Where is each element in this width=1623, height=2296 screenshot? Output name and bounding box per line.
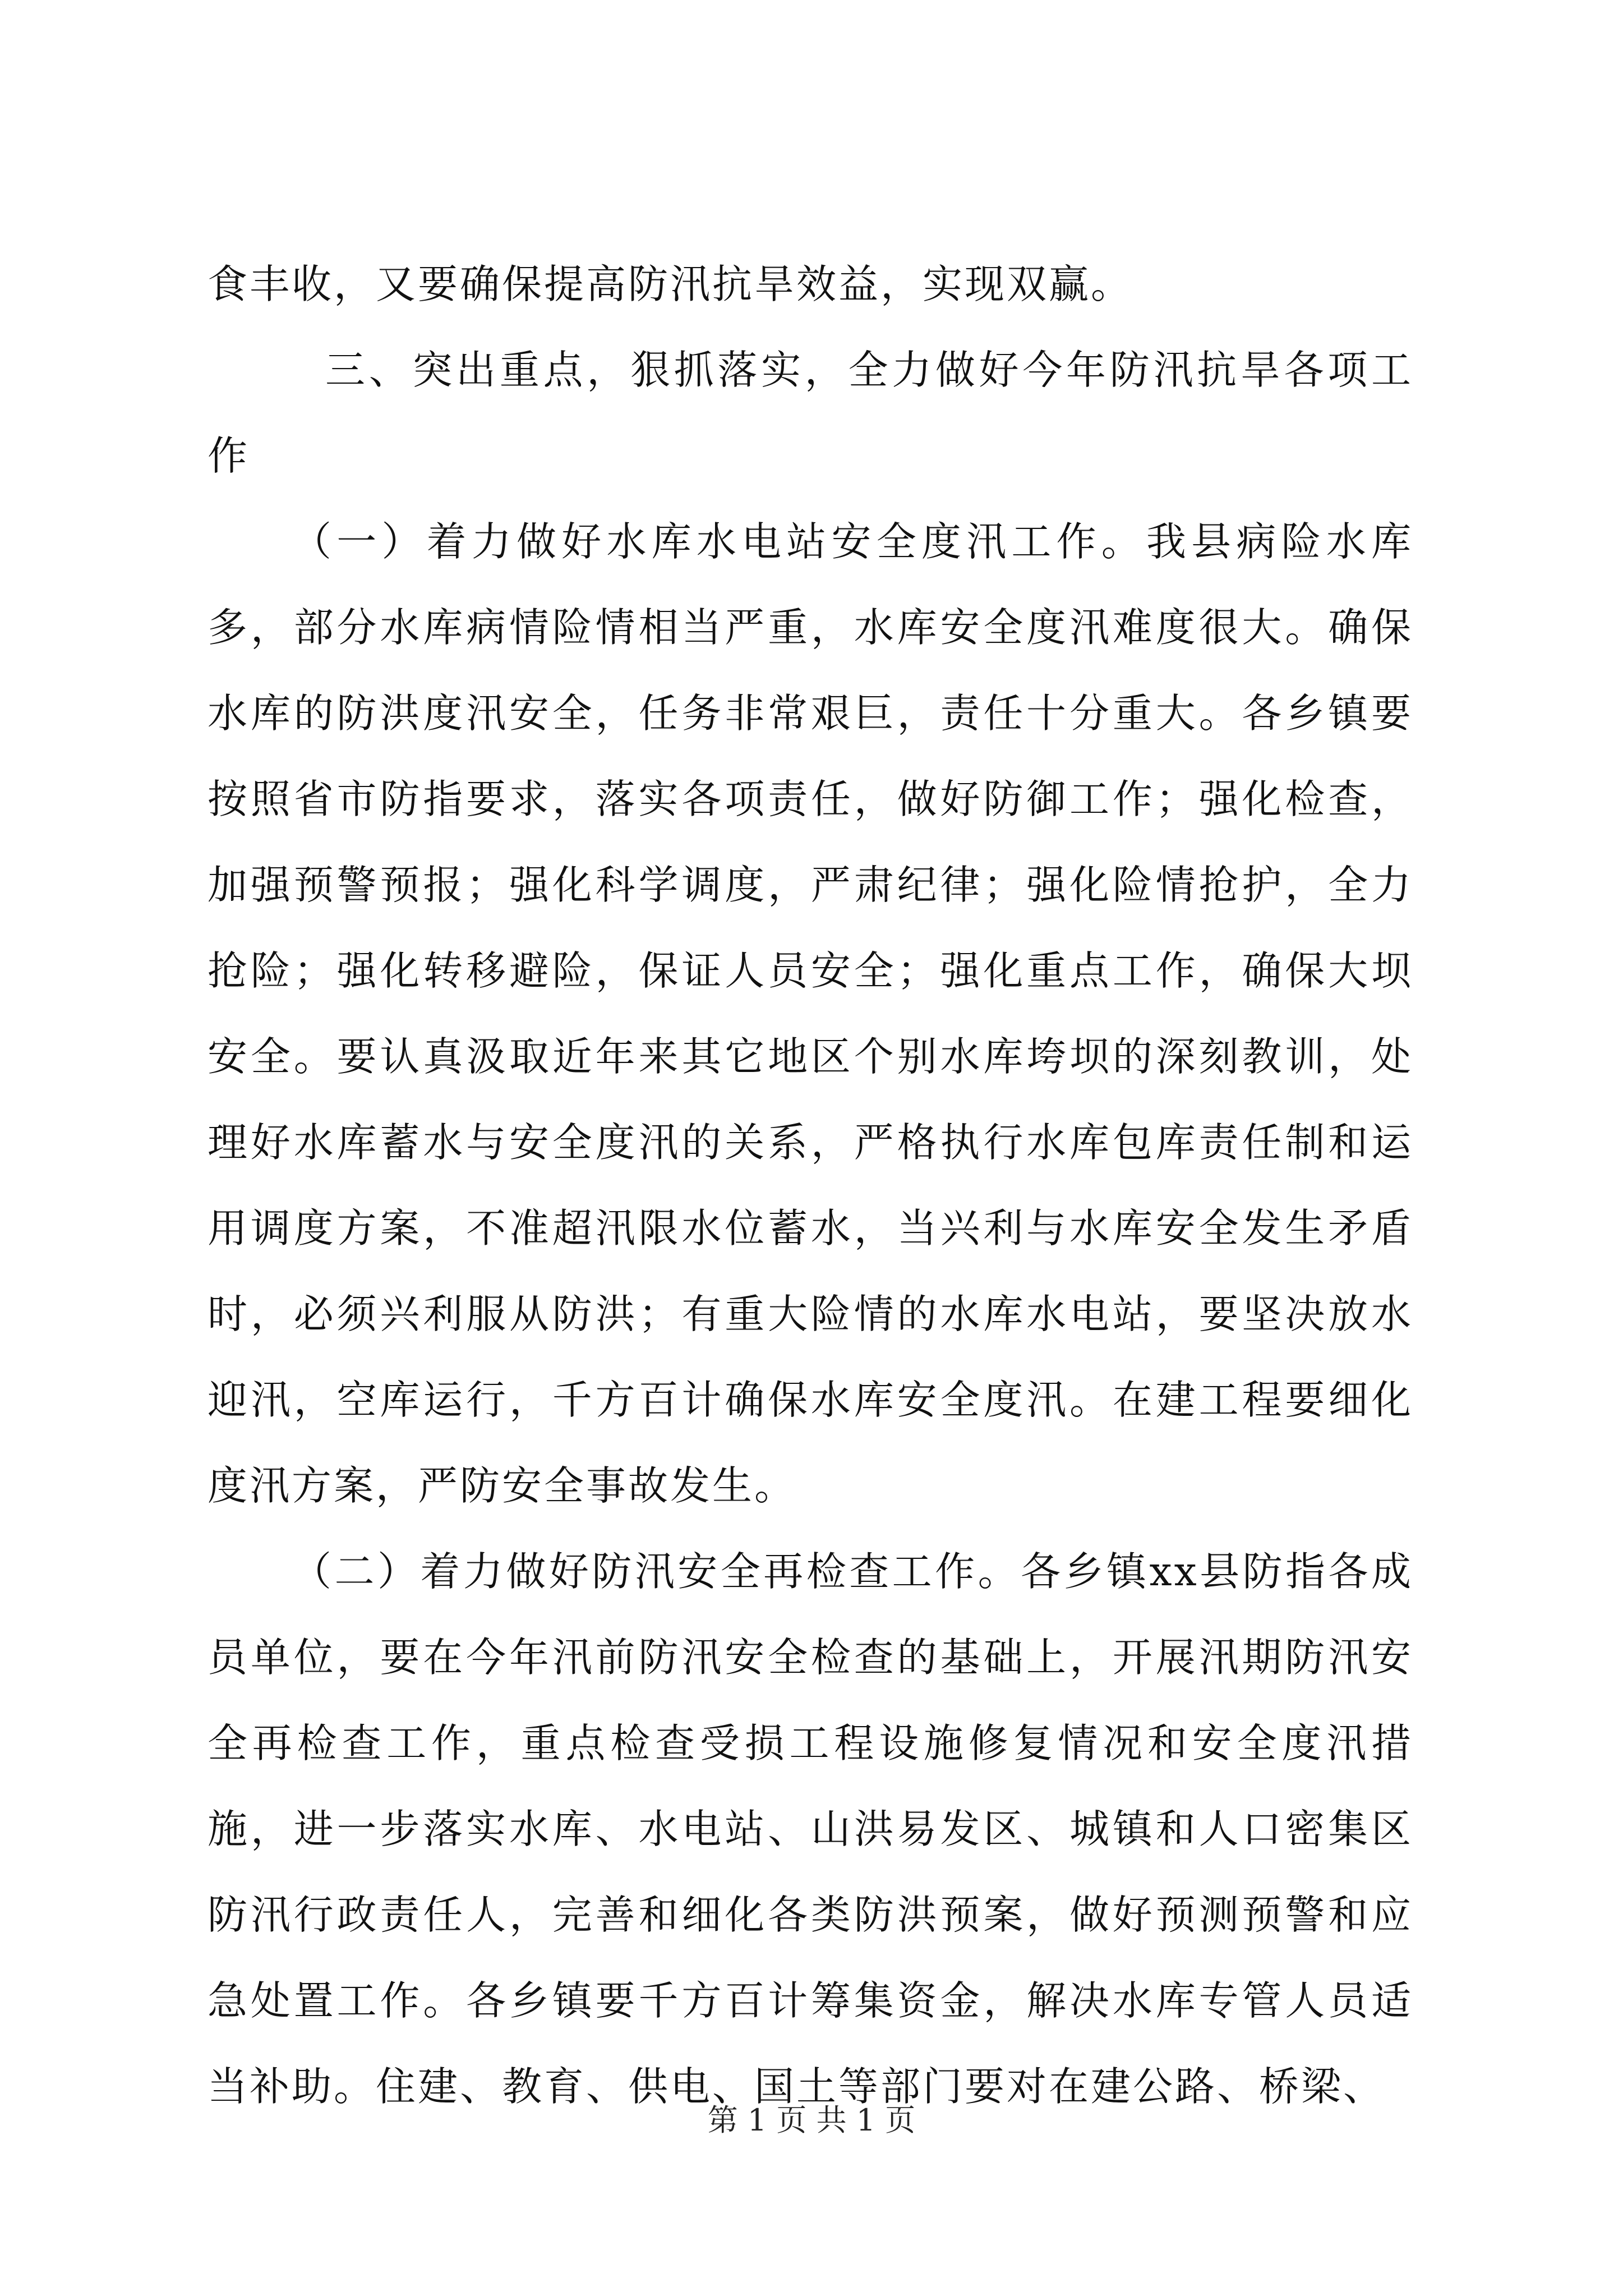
document-body [208, 241, 1413, 2129]
paragraph-item-2: （二）着力做好防汛安全再检查工作。各乡镇xx县防指各成员单位，要在今年汛前防汛安全检查的基础上，开展汛期防汛安全再检查工作，重点检查受损工程设施修复情况和安全度汛措施，进一步落实水库、水电站、山洪易发区、城镇和人口密集区防汛行政责任人，完善和细化各类防洪预案，做好预测预警和应急处置工作。各乡镇要千方百计筹集资金，解决水库专管人员适当补助。住建、教育、供电、国土等部门要对在建公路、桥梁、 [208, 1548, 1413, 2110]
paragraph-continuation: 食丰收，又要确保提高防汛抗旱效益，实现双赢。 [208, 261, 1133, 307]
page-footer: 第 1 页 共 1 页 [707, 2102, 916, 2138]
paragraph-item-1: （一）着力做好水库水电站安全度汛工作。我县病险水库多，部分水库病情险情相当严重，水库安全度汛难度很大。确保水库的防洪度汛安全，任务非常艰巨，责任十分重大。各乡镇要按照省市防指要求，落实各项责任，做好防御工作；强化检查，加强预警预报；强化科学调度，严肃纪律；强化险情抢护，全力抢险；强化转移避险，保证人员安全；强化重点工作，确保大坝安全。要认真汲取近年来其它地区个别水库垮坝的深刻教训，处理好水库蓄水与安全度汛的关系，严格执行水库包库责任制和运用调度方案，不准超汛限水位蓄水，当兴利与水库安全发生矛盾时，必须兴利服从防洪；有重大险情的水库水电站，要坚决放水迎汛，空库运行，千方百计确保水库安全度汛。在建工程要细化度汛方案，严防安全事故发生。 [208, 518, 1413, 1509]
section-heading: 三、突出重点，狠抓落实，全力做好今年防汛抗旱各项工作 [208, 347, 1413, 479]
